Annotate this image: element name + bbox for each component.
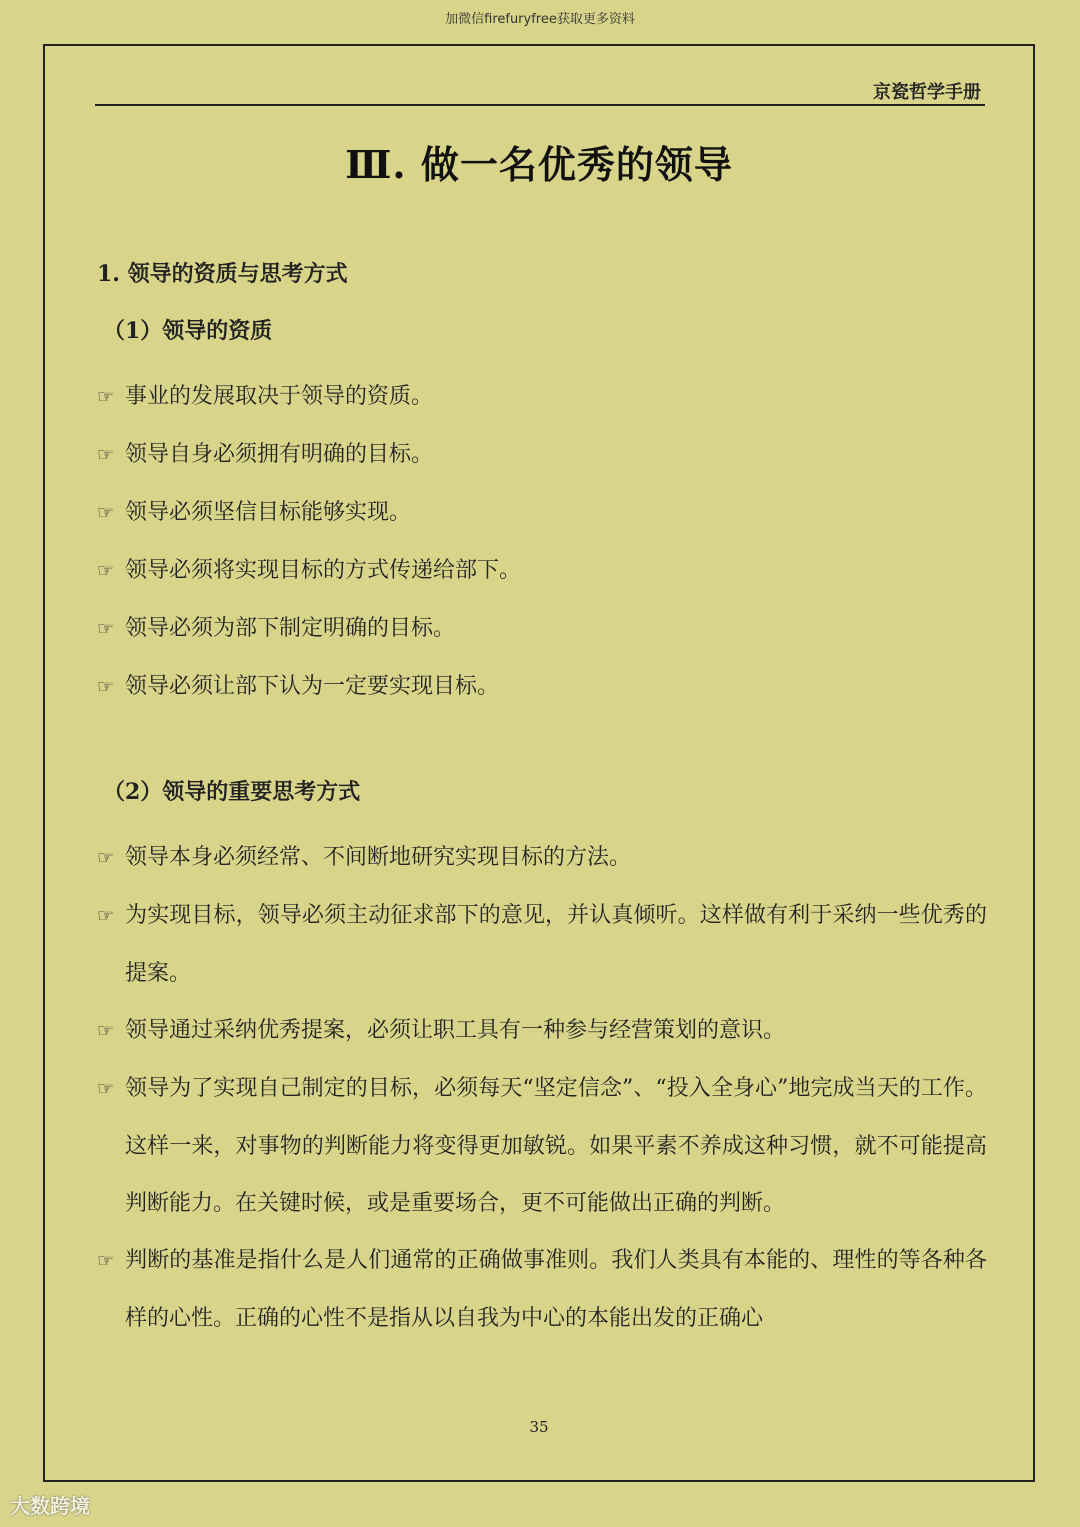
list-item: ☞ 领导本身必须经常、不间断地研究实现目标的方法。	[97, 829, 987, 887]
pointing-hand-icon: ☞	[97, 560, 115, 582]
logo-text: 大数跨境	[10, 1494, 90, 1518]
list-item: ☞ 领导必须为部下制定明确的目标。	[97, 600, 987, 658]
top-watermark: 加微信firefuryfree获取更多资料	[445, 12, 635, 27]
spacer	[97, 716, 987, 772]
pointing-hand-icon: ☞	[97, 1078, 115, 1100]
page-frame	[43, 44, 1035, 1482]
list-item: ☞ 领导为了实现自己制定的目标，必须每天“坚定信念”、“投入全身心”地完成当天的工作。这样一来，对事物的判断能力将变得更加敏锐。如果平素不养成这种习惯，就不可能提高判断能力。在关键时候，或是重要场合，更不可能做出正确的判断。	[97, 1060, 987, 1232]
page-number: 35	[529, 1418, 549, 1436]
book-title: 京瓷哲学手册	[873, 82, 981, 103]
list-item: ☞ 判断的基准是指什么是人们通常的正确做事准则。我们人类具有本能的、理性的等各种各样的心性。正确的心性不是指从以自我为中心的本能出发的正确心	[97, 1232, 987, 1347]
pointing-hand-icon: ☞	[97, 905, 115, 927]
pointing-hand-icon: ☞	[97, 618, 115, 640]
pointing-hand-icon: ☞	[97, 386, 115, 408]
pointing-hand-icon: ☞	[97, 676, 115, 698]
list-item: ☞ 领导必须坚信目标能够实现。	[97, 484, 987, 542]
subsection-heading-thinking: （2）领导的重要思考方式	[103, 779, 361, 805]
section-heading: 1. 领导的资质与思考方式	[97, 261, 348, 287]
pointing-hand-icon: ☞	[97, 847, 115, 869]
brand-logo	[10, 1490, 90, 1519]
pointing-hand-icon: ☞	[97, 1250, 115, 1272]
list-item: ☞ 领导必须将实现目标的方式传递给部下。	[97, 542, 987, 600]
pointing-hand-icon: ☞	[97, 502, 115, 524]
pointing-hand-icon: ☞	[97, 1020, 115, 1042]
header-divider	[95, 104, 985, 106]
page-title: Ⅲ. 做一名优秀的领导	[345, 142, 733, 187]
list-item: ☞ 为实现目标，领导必须主动征求部下的意见，并认真倾听。这样做有利于采纳一些优秀的提案。	[97, 887, 987, 1002]
subsection-heading-qualities: （1）领导的资质	[103, 318, 273, 344]
list-item: ☞ 事业的发展取决于领导的资质。	[97, 368, 987, 426]
content	[97, 254, 987, 1347]
list-item: ☞ 领导必须让部下认为一定要实现目标。	[97, 658, 987, 716]
list-item: ☞ 领导自身必须拥有明确的目标。	[97, 426, 987, 484]
pointing-hand-icon: ☞	[97, 444, 115, 466]
list-item: ☞ 领导通过采纳优秀提案，必须让职工具有一种参与经营策划的意识。	[97, 1002, 987, 1060]
